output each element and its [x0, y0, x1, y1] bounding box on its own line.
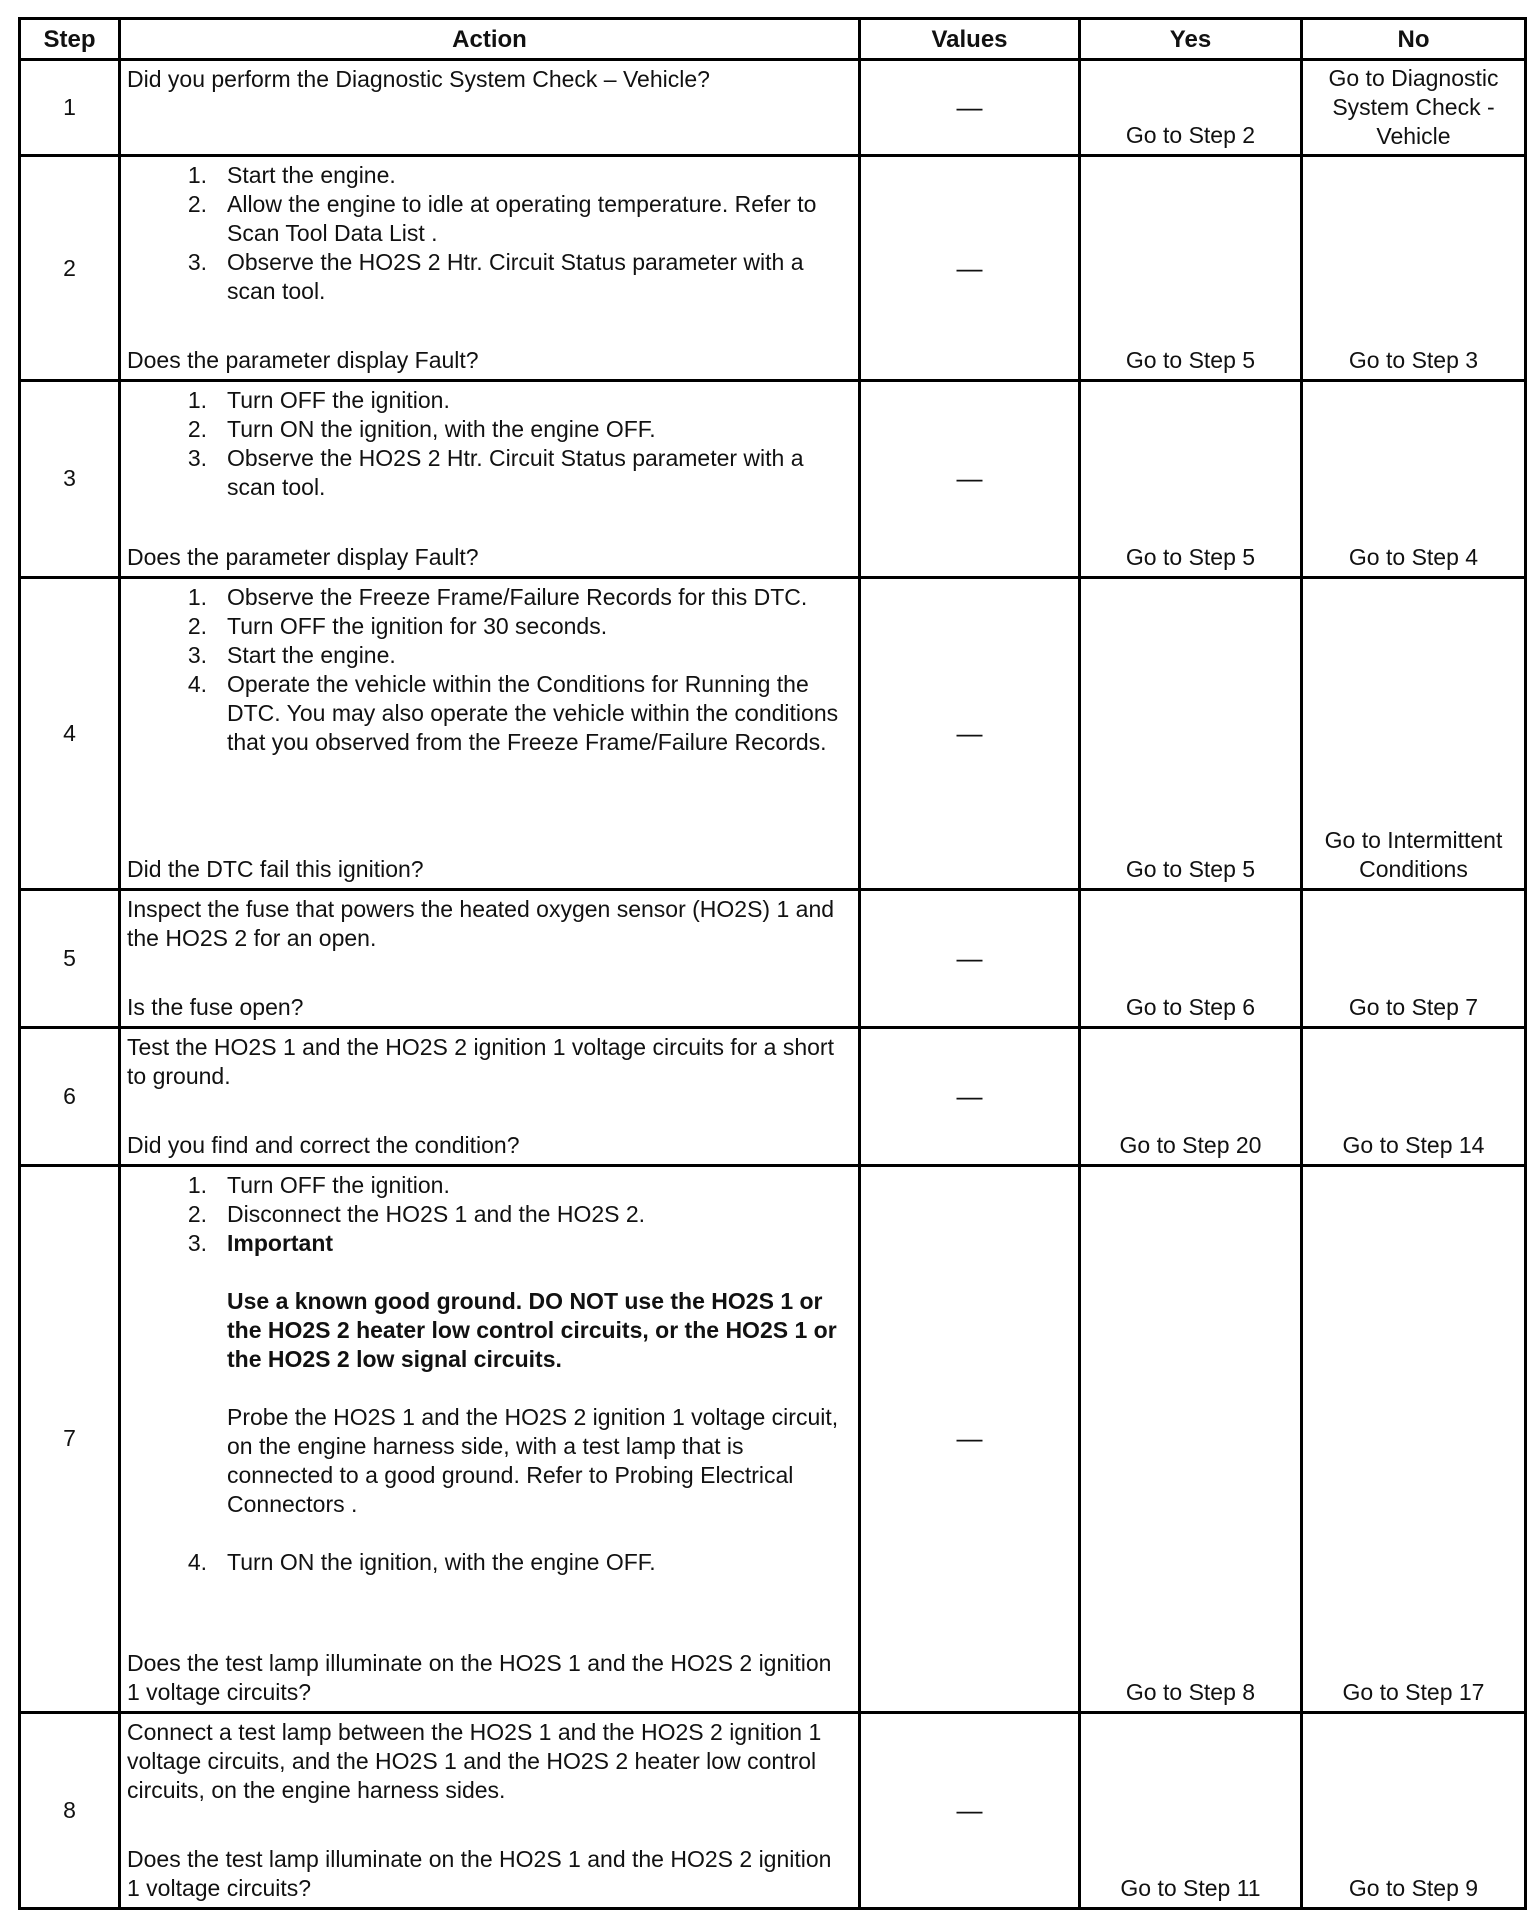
table-row-step-3	[20, 381, 1526, 577]
no-cell: Go to Diagnostic System Check - Vehicle	[1302, 60, 1526, 156]
action-text: Connect a test lamp between the HO2S 1 and the HO2S 2 ignition 1 voltage circuits, and the HO2S 1 and the HO2S 2 heater low control circuits, on the engine harness sides.	[127, 1718, 822, 1803]
list-item: 1. Turn OFF the ignition.	[187, 1172, 450, 1199]
header-values: Values	[860, 19, 1080, 60]
values-cell: —	[860, 577, 1080, 889]
action-list	[127, 161, 850, 306]
header-no: No	[1302, 19, 1526, 60]
action-text: Test the HO2S 1 and the HO2S 2 ignition 1 voltage circuits for a short to ground.	[127, 1034, 834, 1089]
step-number: 2	[20, 156, 120, 381]
action-question: Did the DTC fail this ignition?	[127, 855, 424, 882]
no-cell: Go to Step 9	[1302, 1712, 1526, 1908]
list-item: 3. Important Use a known good ground. DO NOT use the HO2S 1 or the HO2S 2 heater low control circuits, or the HO2S 1 or the HO2S 2 low signal circuits. Probe the HO2S 1 and the HO2S 2 ignition 1 voltage circuit, on the engine harness side, with a test lamp that is connected to a good ground. Refer to Probing Electrical Connectors .	[127, 1229, 850, 1548]
action-cell	[120, 1166, 860, 1713]
action-question: Does the parameter display Fault?	[127, 347, 479, 374]
action-question: Does the test lamp illuminate on the HO2S 1 and the HO2S 2 ignition 1 voltage circuits?	[127, 1649, 832, 1705]
table-row-step-4	[20, 577, 1526, 889]
list-item: 3. Start the engine.	[187, 641, 396, 668]
yes-cell: Go to Step 5	[1080, 381, 1302, 577]
action-list	[127, 1171, 850, 1577]
table-row-step-1	[20, 60, 1526, 156]
step-number: 8	[20, 1712, 120, 1908]
step-number: 3	[20, 381, 120, 577]
probe-instruction: Probe the HO2S 1 and the HO2S 2 ignition 1 voltage circuit, on the engine harness side, with a test lamp that is connected to a good ground. Refer to Probing Electrical Connectors .	[227, 1404, 839, 1518]
values-cell: —	[860, 1166, 1080, 1713]
header-row	[20, 19, 1526, 60]
yes-cell: Go to Step 6	[1080, 889, 1302, 1027]
action-question: Does the test lamp illuminate on the HO2S 1 and the HO2S 2 ignition 1 voltage circuits?	[127, 1846, 832, 1901]
list-item: 4. Operate the vehicle within the Conditions for Running the DTC. You may also operate the vehicle within the conditions that you observed from the Freeze Frame/Failure Records.	[187, 670, 839, 755]
values-cell: —	[860, 156, 1080, 381]
no-cell: Go to Step 3	[1302, 156, 1526, 381]
step-number: 6	[20, 1028, 120, 1166]
yes-cell: Go to Step 20	[1080, 1028, 1302, 1166]
values-cell: —	[860, 60, 1080, 156]
values-cell: —	[860, 1712, 1080, 1908]
values-cell: —	[860, 381, 1080, 577]
action-list	[127, 386, 850, 502]
action-cell	[120, 577, 860, 889]
important-label: Important	[227, 1230, 334, 1257]
table-row-step-5	[20, 889, 1526, 1027]
diagnostic-table	[18, 17, 1527, 1910]
no-cell: Go to Step 14	[1302, 1028, 1526, 1166]
no-cell: Go to Step 4	[1302, 381, 1526, 577]
yes-cell: Go to Step 8	[1080, 1166, 1302, 1713]
action-cell	[120, 156, 860, 381]
step-number: 4	[20, 577, 120, 889]
table-row-step-8	[20, 1712, 1526, 1908]
list-item: 1. Observe the Freeze Frame/Failure Records for this DTC.	[187, 583, 808, 610]
list-item: 3. Observe the HO2S 2 Htr. Circuit Status parameter with a scan tool.	[187, 249, 804, 305]
list-item: 2. Allow the engine to idle at operating temperature. Refer to Scan Tool Data List .	[187, 191, 817, 247]
yes-cell: Go to Step 11	[1080, 1712, 1302, 1908]
action-cell	[120, 1028, 860, 1166]
list-item: 3. Observe the HO2S 2 Htr. Circuit Status parameter with a scan tool.	[187, 445, 804, 501]
action-cell	[120, 889, 860, 1027]
values-cell: —	[860, 889, 1080, 1027]
table-row-step-7	[20, 1166, 1526, 1713]
action-question: Did you find and correct the condition?	[127, 1132, 520, 1159]
yes-cell: Go to Step 5	[1080, 577, 1302, 889]
table-row-step-6	[20, 1028, 1526, 1166]
action-text: Did you perform the Diagnostic System Check – Vehicle?	[127, 66, 710, 92]
list-item: 2. Disconnect the HO2S 1 and the HO2S 2.	[187, 1201, 646, 1228]
yes-cell: Go to Step 2	[1080, 60, 1302, 156]
list-item: 4. Turn ON the ignition, with the engine OFF.	[187, 1549, 656, 1576]
values-cell: —	[860, 1028, 1080, 1166]
list-item: 2. Turn OFF the ignition for 30 seconds.	[187, 612, 608, 639]
table-row-step-2	[20, 156, 1526, 381]
no-cell: Go to Step 17	[1302, 1166, 1526, 1713]
no-cell: Go to Intermittent Conditions	[1302, 577, 1526, 889]
action-question: Is the fuse open?	[127, 994, 304, 1020]
action-text: Inspect the fuse that powers the heated oxygen sensor (HO2S) 1 and the HO2S 2 for an open.	[127, 895, 835, 951]
important-note: Use a known good ground. DO NOT use the HO2S 1 or the HO2S 2 heater low control circuits, or the HO2S 1 or the HO2S 2 low signal circuits.	[227, 1288, 837, 1373]
action-list	[127, 583, 850, 757]
header-yes: Yes	[1080, 19, 1302, 60]
list-item: 1. Start the engine.	[187, 162, 396, 189]
action-cell	[120, 1712, 860, 1908]
action-cell	[120, 60, 860, 156]
no-cell: Go to Step 7	[1302, 889, 1526, 1027]
action-question: Does the parameter display Fault?	[127, 543, 479, 570]
step-number: 1	[20, 60, 120, 156]
step-number: 5	[20, 889, 120, 1027]
header-step: Step	[20, 19, 120, 60]
list-item: 2. Turn ON the ignition, with the engine OFF.	[187, 416, 656, 443]
yes-cell: Go to Step 5	[1080, 156, 1302, 381]
action-cell	[120, 381, 860, 577]
step-number: 7	[20, 1166, 120, 1713]
header-action: Action	[120, 19, 860, 60]
list-item: 1. Turn OFF the ignition.	[187, 387, 450, 414]
